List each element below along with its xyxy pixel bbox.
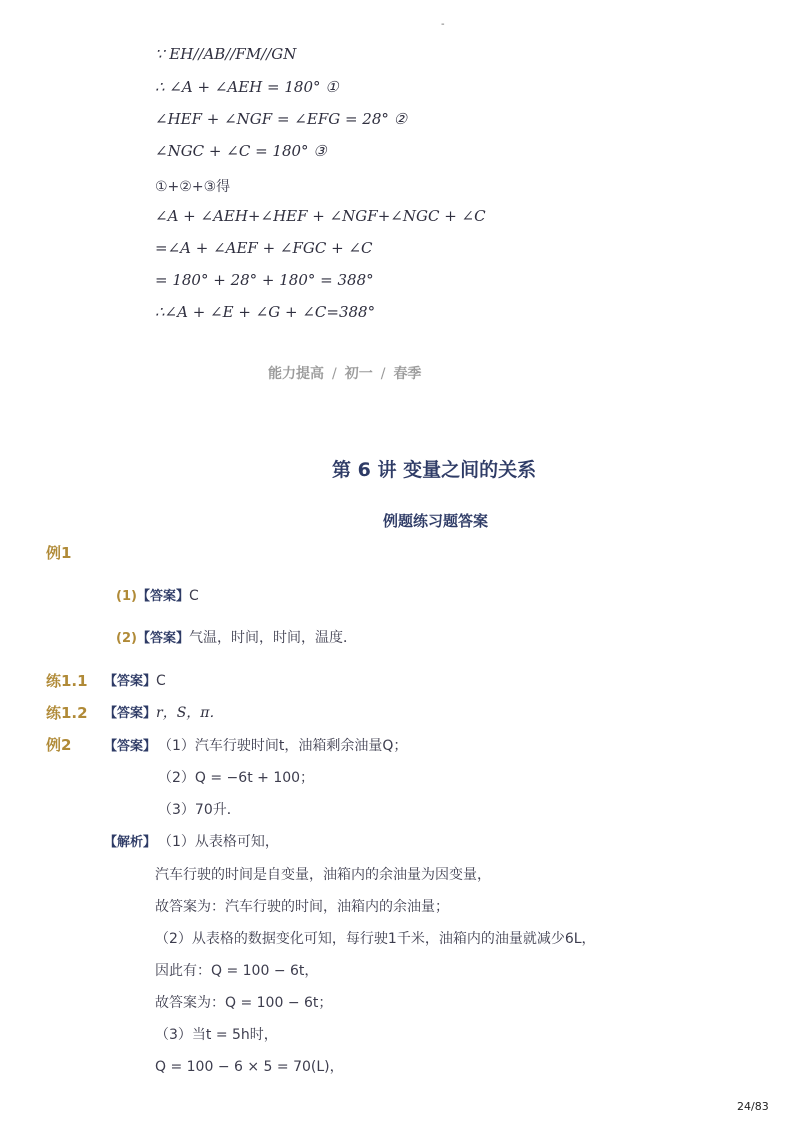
analysis-line: 故答案为：汽车行驶的时间，油箱内的余油量；: [155, 899, 449, 915]
footer-term: 春季: [393, 366, 422, 382]
proof-line: = 180° + 28° + 180° = 388°: [155, 271, 374, 289]
answer-tag: 【答案】: [104, 706, 157, 721]
practice-1-2-label: 练1.2: [46, 704, 88, 722]
answer-tag: 【答案】: [104, 739, 157, 754]
section-title: 例题练习题答案: [383, 512, 489, 530]
example-1-item-1: [116, 585, 199, 604]
practice-1-1-label: 练1.1: [46, 672, 88, 690]
proof-line: ①+②+③得: [155, 179, 231, 195]
practice-1-2-answer: [104, 702, 224, 722]
answer-text: 气温，时间，时间，温度．: [188, 630, 357, 646]
answer-text: C: [188, 588, 199, 604]
analysis-line: （1）从表格可知，: [158, 834, 279, 850]
footer-grade: 初一: [344, 366, 373, 382]
proof-line: ∴∠A + ∠E + ∠G + ∠C=388°: [155, 303, 376, 321]
analysis-line: Q = 100 − 6 × 5 = 70(L)，: [155, 1059, 344, 1075]
analysis-line: 故答案为：Q = 100 − 6t；: [155, 995, 333, 1011]
analysis-line: 因此有：Q = 100 − 6t，: [155, 963, 319, 979]
item-number: (2): [116, 631, 137, 646]
analysis-line: （2）从表格的数据变化可知，每行驶1千米，油箱内的油量就减少6L，: [155, 931, 596, 947]
analysis-line: （3）当t = 5h时，: [155, 1027, 278, 1043]
analysis-tag: 【解析】: [104, 835, 157, 850]
example-1-label: 例1: [46, 544, 72, 562]
analysis-line: 汽车行驶的时间是自变量，油箱内的余油量为因变量，: [155, 867, 491, 883]
footer-separator: /: [332, 366, 337, 382]
proof-line: ∠HEF + ∠NGF = ∠EFG = 28° ②: [155, 110, 408, 128]
proof-line: ∠NGC + ∠C = 180° ③: [155, 142, 327, 160]
practice-1-1-answer: [104, 670, 166, 689]
item-number: (1): [116, 589, 137, 604]
proof-line: ∠A + ∠AEH+∠HEF + ∠NGF+∠NGC + ∠C: [155, 207, 486, 225]
footer-separator: /: [380, 366, 386, 382]
proof-line: ∴ ∠A + ∠AEH = 180° ①: [155, 78, 339, 96]
proof-line: =∠A + ∠AEF + ∠FGC + ∠C: [155, 239, 373, 257]
top-mark: -: [441, 19, 445, 30]
chapter-title: 第 6 讲 变量之间的关系: [332, 459, 537, 481]
answer-tag: 【答案】: [104, 674, 157, 689]
footer-course: 能力提高: [268, 366, 324, 382]
answer-tag: 【答案】: [136, 631, 189, 646]
answer-tag: 【答案】: [136, 589, 189, 604]
answer-text: r，S，π．: [156, 705, 224, 721]
page-footer: [268, 363, 421, 383]
page-number: 24/83: [737, 1100, 769, 1113]
example-2-label: 例2: [46, 736, 72, 754]
proof-line: ∵ EH//AB//FM//GN: [155, 45, 297, 63]
answer-line: （2）Q = −6t + 100；: [158, 770, 315, 786]
example-1-item-2: [116, 627, 357, 647]
answer-line: （1）汽车行驶时间t，油箱剩余油量Q；: [158, 738, 408, 754]
answer-line: （3）70升．: [158, 802, 241, 818]
answer-text: C: [156, 673, 166, 689]
